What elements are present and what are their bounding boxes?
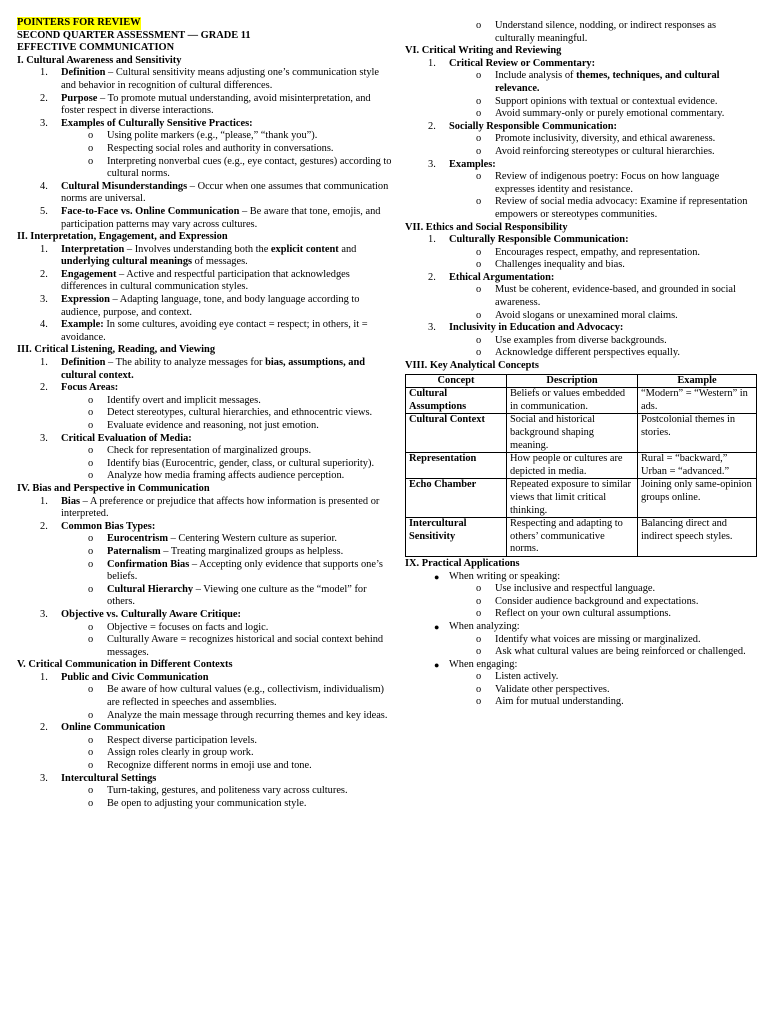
table-cell: Beliefs or values embedded in communication. — [507, 388, 638, 414]
table-cell: Postcolonial themes in stories. — [638, 414, 757, 453]
table-row — [406, 453, 757, 479]
list-item: 2. Socially Responsible Communication: — [428, 120, 617, 132]
sub-item: o Use inclusive and respectful language. — [476, 583, 656, 595]
section-title: III. Critical Listening, Reading, and Viewing — [17, 344, 216, 356]
list-item: 5. Face-to-Face vs. Online Communication – Be aware that tone, emojis, and participation patterns may vary across cultures. — [40, 205, 381, 230]
table-cell: Respecting and adapting to others’ communicative norms. — [507, 518, 638, 557]
list-item: 3. Inclusivity in Education and Advocacy: — [428, 322, 624, 334]
list-item: 1. Definition – The ability to analyze messages for bias, assumptions, and cultural context. — [40, 357, 366, 381]
sub-item: o Respecting social roles and authority in conversations. — [88, 142, 334, 154]
list-item: 1. Interpretation – Involves understanding both the explicit content and underlying cultural meanings of messages. — [40, 243, 357, 268]
sub-item: o Review of social media advocacy: Examine if representation empowers or stereotypes communities. — [476, 196, 748, 220]
sub-item: o Respect diverse participation levels. — [88, 734, 258, 746]
list-item: 3. Critical Evaluation of Media: — [40, 432, 192, 444]
table-cell: “Modern” = “Western” in ads. — [638, 388, 757, 414]
sub-item: o Encourages respect, empathy, and representation. — [476, 246, 701, 258]
sub-item: o Must be coherent, evidence-based, and grounded in social awareness. — [476, 284, 736, 309]
list-item: 3. Expression – Adapting language, tone, and body language according to audience, purpose, and context. — [40, 294, 360, 318]
section-title: V. Critical Communication in Different Contexts — [17, 659, 233, 671]
sub-item: o Use examples from diverse backgrounds. — [476, 334, 667, 346]
sub-item: o Evaluate evidence and reasoning, not just emotion. — [88, 420, 319, 431]
section-3 — [17, 344, 393, 483]
section-title: I. Cultural Awareness and Sensitivity — [17, 54, 182, 66]
sub-item: o Paternalism – Treating marginalized groups as helpless. — [88, 545, 344, 557]
table-cell: Rural = “backward,” Urban = “advanced.” — [638, 453, 757, 479]
section-8 — [405, 360, 757, 557]
sub-item: o Turn-taking, gestures, and politeness vary across cultures. — [88, 785, 348, 797]
section-title: VII. Ethics and Social Responsibility — [405, 221, 568, 233]
list-item: 2. Engagement – Active and respectful participation that acknowledges differences in cultural communication styles. — [40, 268, 350, 293]
section-6 — [405, 45, 757, 221]
sub-item: o Objective = focuses on facts and logic. — [88, 621, 269, 633]
table-cell: Repeated exposure to similar views that limit critical thinking. — [507, 479, 638, 518]
column-header: Description — [507, 374, 638, 388]
table-row — [406, 518, 757, 557]
bullet-item: ● When analyzing: — [434, 620, 520, 632]
subject-title: EFFECTIVE COMMUNICATION — [17, 42, 175, 54]
sub-item: o Aim for mutual understanding. — [476, 696, 624, 708]
sub-item: o Using polite markers (e.g., “please,” “thank you”). — [88, 130, 318, 142]
highlighted-heading: POINTERS FOR REVIEW — [17, 17, 141, 28]
list-item: 4. Cultural Misunderstandings – Occur when one assumes that communication norms are universal. — [40, 180, 389, 205]
sub-item: o Review of indigenous poetry: Focus on how language expresses identity and resistance. — [476, 171, 720, 195]
right-column — [405, 20, 757, 709]
section-5 — [17, 659, 393, 810]
sub-item: o Avoid slogans or unexamined moral claims. — [476, 309, 678, 321]
sub-item: o Be aware of how cultural values (e.g., collectivism, individualism) are reflected in speeches and assemblies. — [88, 684, 385, 709]
sub-item: o Consider audience background and expectations. — [476, 595, 699, 607]
section-title: IV. Bias and Perspective in Communication — [17, 482, 210, 494]
list-item: 2. Online Communication — [40, 722, 166, 734]
list-item: 4. Example: In some cultures, avoiding eye contact = respect; in others, it = avoidance. — [40, 319, 368, 343]
list-item: 2. Focus Areas: — [40, 382, 119, 394]
sub-item: o Be open to adjusting your communication style. — [88, 797, 307, 809]
sub-item: o Challenges inequality and bias. — [476, 259, 625, 271]
bullet-item: ● When engaging: — [434, 658, 518, 670]
table-cell: Balancing direct and indirect speech styles. — [638, 518, 757, 557]
sub-item: o Identify bias (Eurocentric, gender, class, or cultural superiority). — [88, 457, 375, 469]
sub-item: o Culturally Aware = recognizes historical and social context behind messages. — [88, 634, 384, 658]
sub-item: o Assign roles clearly in group work. — [88, 747, 254, 759]
sub-item: o Acknowledge different perspectives equally. — [476, 347, 680, 359]
sub-item: o Identify what voices are missing or marginalized. — [476, 633, 701, 645]
section-title: II. Interpretation, Engagement, and Expression — [17, 231, 228, 243]
table-cell: Social and historical background shaping meaning. — [507, 414, 638, 453]
table-row — [406, 479, 757, 518]
column-header: Example — [638, 374, 757, 388]
sub-item: o Recognize different norms in emoji use and tone. — [88, 760, 312, 772]
sub-item: o Eurocentrism – Centering Western culture as superior. — [88, 533, 337, 545]
list-item: 2. Common Bias Types: — [40, 520, 156, 532]
table-cell: Representation — [406, 453, 507, 479]
sub-item: o Analyze how media framing affects audience perception. — [88, 470, 345, 482]
sub-item: o Confirmation Bias – Accepting only evidence that supports one’s beliefs. — [88, 558, 383, 583]
section-title: IX. Practical Applications — [405, 557, 520, 569]
list-item: 1. Critical Review or Commentary: — [428, 57, 596, 69]
sub-item: o Support opinions with textual or contextual evidence. — [476, 95, 718, 107]
table-cell: Cultural Context — [406, 414, 507, 453]
section-9 — [405, 558, 757, 709]
concepts-table — [405, 374, 757, 557]
table-cell: Cultural Assumptions — [406, 388, 507, 414]
left-column — [17, 17, 393, 810]
table-cell: Echo Chamber — [406, 479, 507, 518]
list-item: 1. Definition – Cultural sensitivity means adjusting one’s communication style and behavior in recognition of cultural differences. — [40, 67, 380, 91]
table-cell: Intercultural Sensitivity — [406, 518, 507, 557]
sub-item: o Listen actively. — [476, 671, 559, 683]
section-7 — [405, 222, 757, 361]
table-cell: Joining only same-opinion groups online. — [638, 479, 757, 518]
table-row — [406, 414, 757, 453]
sub-item: o Reflect on your own cultural assumptions. — [476, 608, 672, 620]
column-header: Concept — [406, 374, 507, 388]
sub-item: o Validate other perspectives. — [476, 683, 610, 695]
sub-item: o Detect stereotypes, cultural hierarchies, and ethnocentric views. — [88, 407, 373, 419]
sub-item: o Avoid reinforcing stereotypes or cultural hierarchies. — [476, 145, 715, 157]
sub-item: o Analyze the main message through recurring themes and key ideas. — [88, 709, 388, 721]
list-item: 1. Culturally Responsible Communication: — [428, 234, 629, 246]
sub-item: o Identify overt and implicit messages. — [88, 394, 261, 406]
list-item: 1. Bias – A preference or prejudice that affects how information is presented or interpreted. — [40, 495, 380, 520]
table-header-row — [406, 374, 757, 388]
list-item: 1. Public and Civic Communication — [40, 671, 209, 683]
section-4 — [17, 483, 393, 659]
sub-item: o Understand silence, nodding, or indirect responses as culturally meaningful. — [476, 20, 717, 44]
table-row — [406, 388, 757, 414]
sub-item: o Check for representation of marginalized groups. — [88, 445, 312, 457]
list-item: 3. Examples: — [428, 158, 496, 170]
list-item: 2. Purpose – To promote mutual understanding, avoid misinterpretation, and foster respect in diverse interactions. — [40, 92, 371, 117]
sub-item: o Interpreting nonverbal cues (e.g., eye contact, gestures) according to cultural norms. — [88, 155, 392, 180]
list-item: 3. Intercultural Settings — [40, 772, 157, 784]
assessment-title: SECOND QUARTER ASSESSMENT — GRADE 11 — [17, 29, 251, 41]
sub-item: o Promote inclusivity, diversity, and ethical awareness. — [476, 133, 716, 145]
table-cell: How people or cultures are depicted in media. — [507, 453, 638, 479]
sub-item: o Cultural Hierarchy – Viewing one culture as the “model” for others. — [88, 583, 367, 608]
section-2 — [17, 231, 393, 344]
section-title: VI. Critical Writing and Reviewing — [405, 45, 562, 57]
bullet-item: ● When writing or speaking: — [434, 570, 561, 582]
sub-item: o Avoid summary-only or purely emotional commentary. — [476, 108, 725, 120]
list-item: 2. Ethical Argumentation: — [428, 271, 555, 283]
section-1 — [17, 55, 393, 231]
list-item: 3. Examples of Culturally Sensitive Practices: — [40, 117, 253, 129]
header — [17, 17, 393, 55]
sub-item: o Include analysis of themes, techniques, and cultural relevance. — [476, 70, 720, 94]
sub-item: o Ask what cultural values are being reinforced or challenged. — [476, 646, 746, 658]
section-title: VIII. Key Analytical Concepts — [405, 360, 539, 372]
list-item: 3. Objective vs. Culturally Aware Critique: — [40, 608, 241, 620]
